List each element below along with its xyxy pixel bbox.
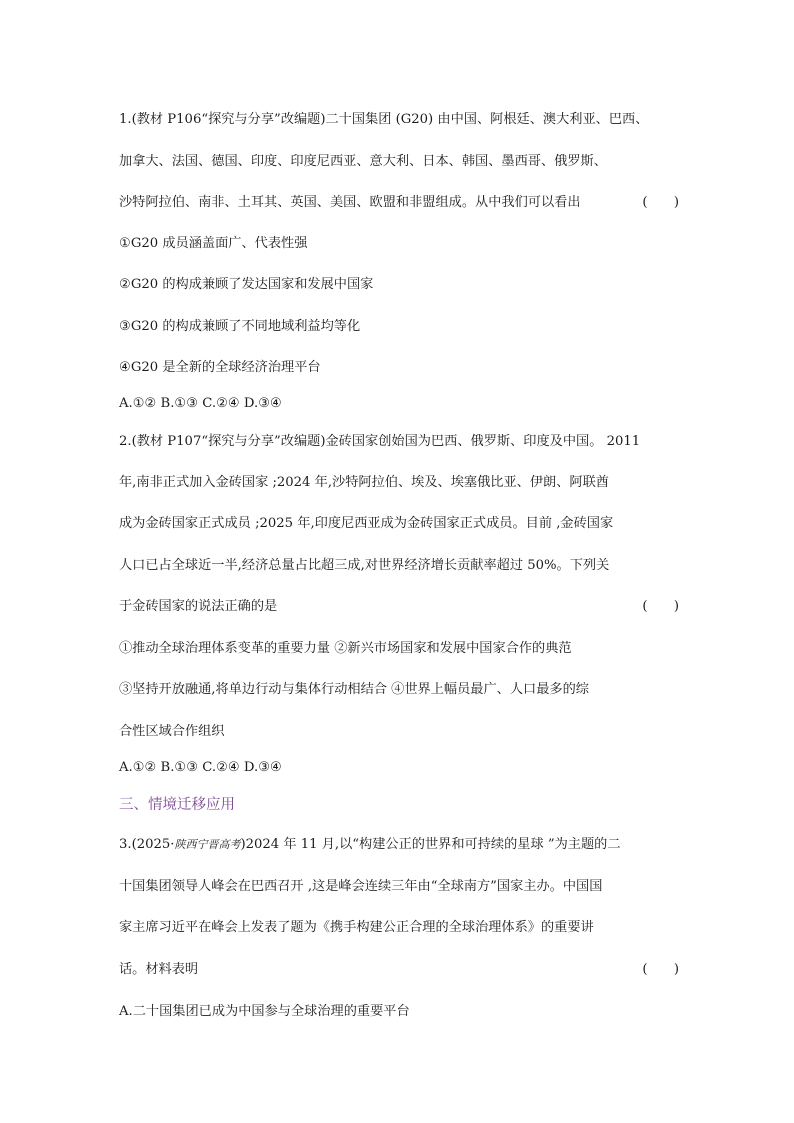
section-heading: 三、情境迁移应用	[119, 797, 235, 813]
q2-line-5-text: 于金砖国家的说法正确的是	[119, 599, 278, 614]
q3-line-4	[119, 960, 679, 980]
q2-options-1-2: ①推动全球治理体系变革的重要力量 ②新兴市场国家和发展中国家合作的典范	[119, 641, 572, 656]
q3-answer-paren: ( )	[642, 962, 679, 977]
q3-option-a: A.二十国集团已成为中国参与全球治理的重要平台	[119, 1004, 410, 1019]
q3-line-3: 家主席习近平在峰会上发表了题为《携手构建公正合理的全球治理体系》的重要讲	[119, 920, 594, 935]
q2-option-4-continued: 合性区域合作组织	[119, 724, 225, 739]
q1-answer-paren: ( )	[642, 195, 679, 210]
q1-option-1: ①G20 成员涵盖面广、代表性强	[119, 236, 308, 251]
q1-line-2: 加拿大、法国、德国、印度、印度尼西亚、意大利、日本、韩国、墨西哥、俄罗斯、	[119, 154, 607, 169]
q1-line-3	[119, 193, 679, 213]
q1-choices: A.①② B.①③ C.②④ D.③④	[119, 396, 282, 411]
q3-line-4-text: 话。材料表明	[119, 962, 199, 977]
q1-option-4: ④G20 是全新的全球经济治理平台	[119, 360, 321, 375]
q2-line-2: 年,南非正式加入金砖国家 ;2024 年,沙特阿拉伯、埃及、埃塞俄比亚、伊朗、阿联酋	[119, 475, 609, 490]
q2-choices: A.①② B.①③ C.②④ D.③④	[119, 760, 282, 775]
q2-line-4: 人口已占全球近一半,经济总量占比超三成,对世界经济增长贡献率超过 50%。下列关	[119, 558, 610, 573]
q3-line-1	[119, 835, 679, 855]
q1-option-3: ③G20 的构成兼顾了不同地域利益均等化	[119, 319, 361, 334]
q2-options-3-4: ③坚持开放融通,将单边行动与集体行动相结合 ④世界上幅员最广、人口最多的综	[119, 682, 589, 697]
q3-prefix: 3.(2025·	[119, 837, 175, 852]
q2-line-3: 成为金砖国家正式成员 ;2025 年,印度尼西亚成为金砖国家正式成员。目前 ,金砖国家	[119, 516, 614, 531]
q1-line-1: 1.(教材 P106“探究与分享”改编题)二十国集团 (G20) 由中国、阿根廷、澳大利亚、巴西、	[119, 112, 649, 127]
q3-source-tag: 陕西宁晋高考	[174, 838, 241, 851]
q2-answer-paren: ( )	[642, 599, 679, 614]
q1-line-3-text: 沙特阿拉伯、南非、土耳其、英国、美国、欧盟和非盟组成。从中我们可以看出	[119, 195, 581, 210]
q2-line-1: 2.(教材 P107“探究与分享”改编题)金砖国家创始国为巴西、俄罗斯、印度及中国。 2011	[119, 434, 641, 449]
q2-line-5	[119, 597, 679, 617]
q1-option-2: ②G20 的构成兼顾了发达国家和发展中国家	[119, 277, 374, 292]
q3-line-2: 十国集团领导人峰会在巴西召开 ,这是峰会连续三年由“全球南方”国家主办。中国国	[119, 879, 603, 894]
q3-line-1-rest: )2024 年 11 月,以“构建公正的世界和可持续的星球 ”为主题的二	[240, 837, 621, 852]
